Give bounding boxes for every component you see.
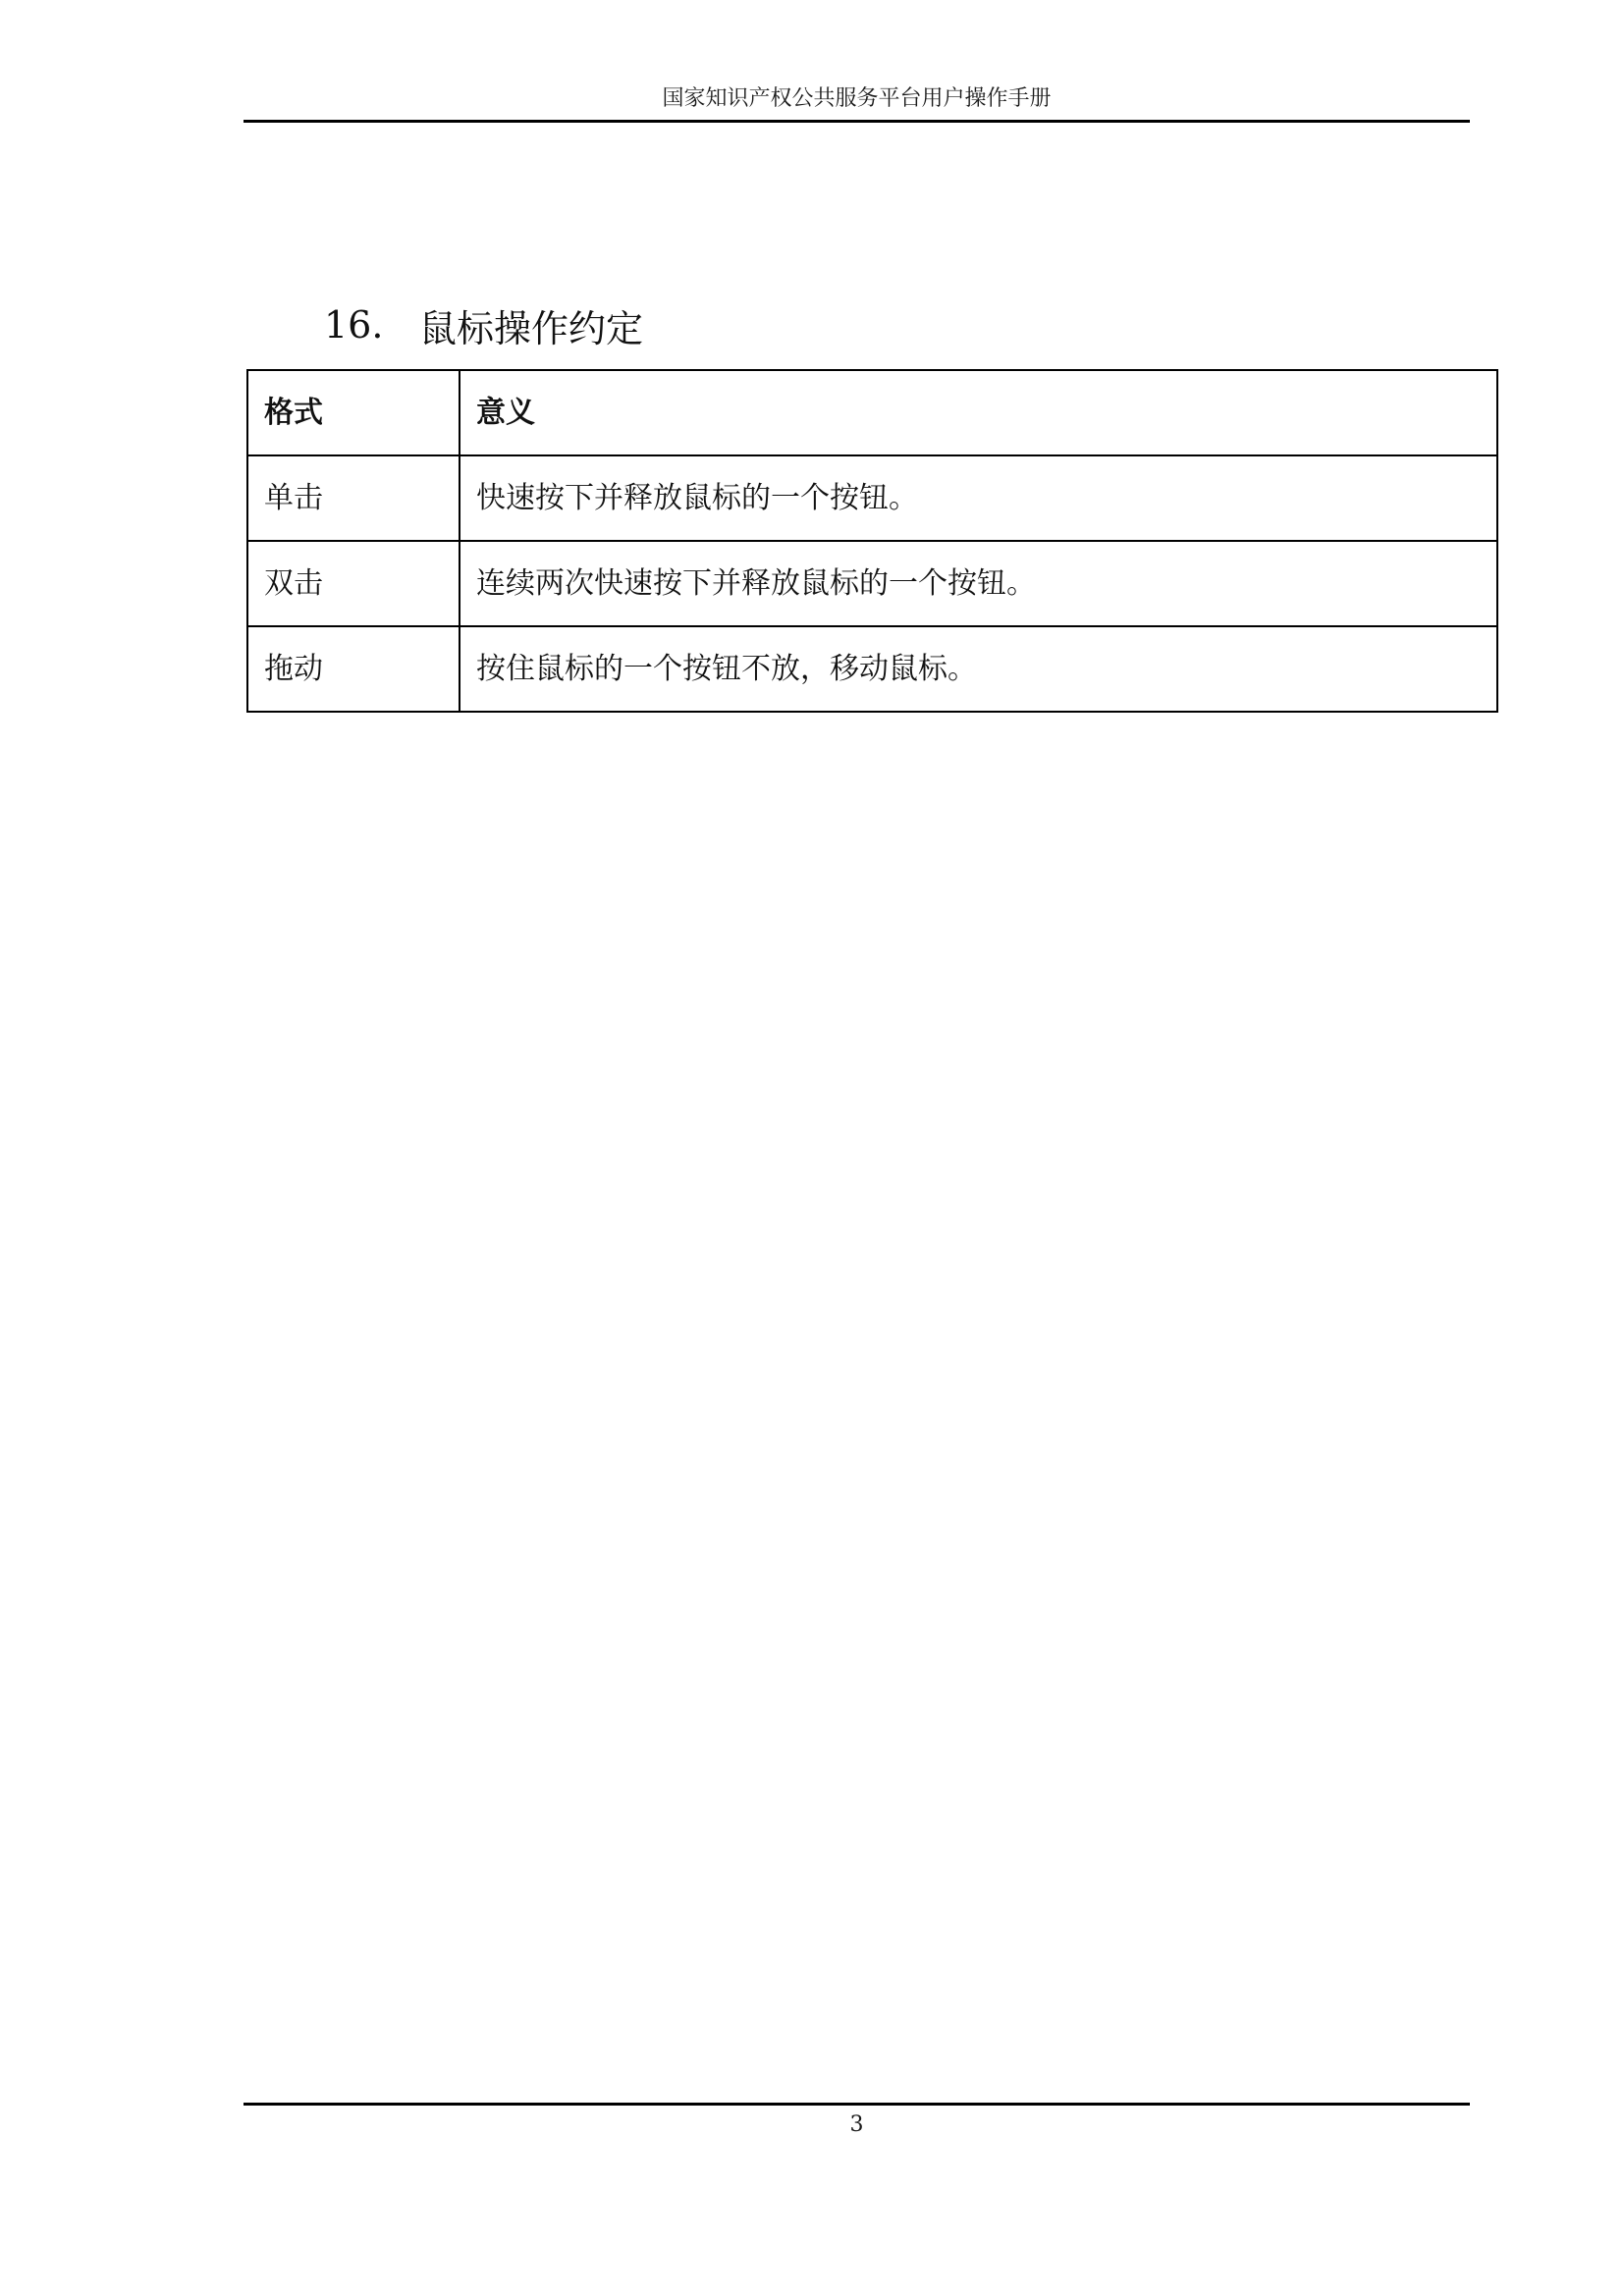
section-heading: [324, 300, 643, 349]
footer-rule: [244, 2103, 1470, 2106]
table-cell-meaning: 快速按下并释放鼠标的一个按钮。: [460, 455, 1497, 541]
table-row: [247, 541, 1497, 626]
table-row: [247, 455, 1497, 541]
table-header-row: [247, 370, 1497, 455]
table-cell-format: 拖动: [247, 626, 460, 712]
column-header-meaning: 意义: [460, 370, 1497, 455]
table-cell-meaning: 按住鼠标的一个按钮不放，移动鼠标。: [460, 626, 1497, 712]
table-cell-format: 双击: [247, 541, 460, 626]
document-header-title: 国家知识产权公共服务平台用户操作手册: [662, 86, 1052, 111]
page-number: 3: [849, 2112, 864, 2137]
table-row: [247, 626, 1497, 712]
column-header-format: 格式: [247, 370, 460, 455]
section-title: 鼠标操作约定: [419, 306, 644, 350]
table-cell-format: 单击: [247, 455, 460, 541]
mouse-conventions-table: [246, 369, 1498, 713]
header-rule: [244, 120, 1470, 123]
table-cell-meaning: 连续两次快速按下并释放鼠标的一个按钮。: [460, 541, 1497, 626]
section-number: 16.: [324, 303, 384, 347]
